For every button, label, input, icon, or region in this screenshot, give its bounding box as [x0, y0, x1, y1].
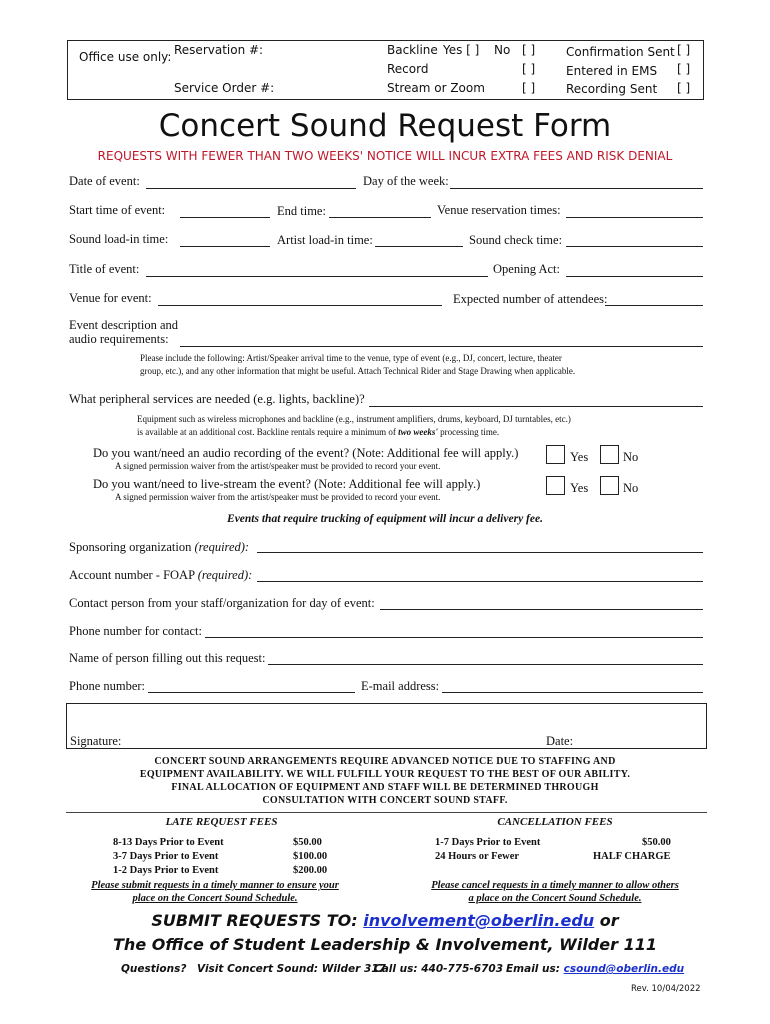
stream-label: Stream or Zoom [387, 81, 485, 95]
recording-sent-box[interactable]: [ ] [677, 81, 691, 95]
signature-date-label: Date: [546, 734, 574, 748]
name-filling-label: Name of person filling out this request: [69, 651, 266, 665]
account-input[interactable] [257, 581, 703, 582]
backline-yes-box[interactable]: Yes [ ] [443, 43, 480, 57]
sound-load-label: Sound load-in time: [69, 232, 169, 246]
sponsor-input[interactable] [257, 552, 703, 553]
signature-box[interactable] [66, 703, 707, 749]
divider [66, 812, 707, 813]
submit-email-link[interactable]: involvement@oberlin.edu [363, 911, 595, 930]
recording-no-label: No [623, 450, 639, 464]
cancel-fee-amount: HALF CHARGE [593, 851, 671, 862]
opening-act-input[interactable] [566, 276, 703, 277]
recording-note: A signed permission waiver from the artist/speaker must be provided to record your event. [115, 461, 441, 471]
email-us-label: Email us: [506, 963, 564, 975]
submit-suffix: or [594, 911, 619, 930]
description-label-2: audio requirements: [69, 332, 169, 346]
page-title: Concert Sound Request Form [158, 108, 612, 144]
submit-line [0, 911, 770, 930]
csound-email-link[interactable]: csound@oberlin.edu [563, 963, 685, 975]
late-note-line: place on the Concert Sound Schedule. [132, 893, 298, 904]
late-fee-label: 1-2 Days Prior to Event [113, 865, 219, 876]
notice-line: CONSULTATION WITH CONCERT SOUND STAFF. [262, 795, 508, 806]
recording-yes-label: Yes [570, 450, 589, 464]
attendees-input[interactable] [605, 305, 703, 306]
backline-label: Backline [387, 43, 438, 57]
phone-contact-input[interactable] [205, 637, 703, 638]
stream-question: Do you want/need to live-stream the event? (Note: Additional fee will apply.) [93, 477, 481, 491]
end-time-input[interactable] [329, 217, 431, 218]
office-use-label: Office use only: [79, 50, 172, 64]
record-label: Record [387, 62, 429, 76]
confirmation-label: Confirmation Sent [566, 45, 675, 59]
signature-label: Signature: [70, 734, 122, 748]
stream-no-label: No [623, 481, 639, 495]
visit-label: Visit Concert Sound: Wilder 317 [197, 963, 386, 975]
start-time-label: Start time of event: [69, 203, 166, 217]
peripheral-note-2: is available at an additional cost. Backline rentals require a minimum of two weeks' processing time. [137, 427, 500, 437]
backline-no-box[interactable]: [ ] [522, 43, 536, 57]
sound-check-label: Sound check time: [469, 233, 563, 247]
late-fee-amount: $200.00 [293, 865, 328, 876]
name-filling-input[interactable] [268, 664, 703, 665]
advance-notice [60, 755, 710, 807]
notice-line: CONCERT SOUND ARRANGEMENTS REQUIRE ADVANCED NOTICE DUE TO STAFFING AND [154, 756, 616, 767]
backline-no-label: No [494, 43, 511, 57]
description-note-1: Please include the following: Artist/Speaker arrival time to the venue, type of event (e.g., DJ, concert, lecture, theater [140, 353, 562, 363]
peripheral-input[interactable] [369, 406, 703, 407]
late-fee-label: 8-13 Days Prior to Event [113, 837, 224, 848]
late-fee-amount: $100.00 [293, 851, 328, 862]
call-label: Call us: 440-775-6703 [374, 963, 503, 975]
peripheral-label: What peripheral services are needed (e.g. lights, backline)? [69, 392, 365, 406]
submit-office: The Office of Student Leadership & Involvement, Wilder 111 [113, 935, 657, 954]
stream-note: A signed permission waiver from the artist/speaker must be provided to record your event. [115, 492, 441, 502]
cancel-fee-label: 24 Hours or Fewer [435, 851, 520, 862]
day-label: Day of the week: [363, 174, 449, 188]
event-title-label: Title of event: [69, 262, 140, 276]
reservation-label: Reservation #: [174, 43, 264, 57]
confirmation-box[interactable]: [ ] [677, 43, 691, 57]
recording-question: Do you want/need an audio recording of the event? (Note: Additional fee will apply.) [93, 446, 519, 460]
artist-load-label: Artist load-in time: [277, 233, 373, 247]
email-label: E-mail address: [361, 679, 440, 693]
venue-input[interactable] [158, 305, 442, 306]
venue-res-label: Venue reservation times: [437, 203, 561, 217]
account-label: Account number - FOAP (required): [69, 568, 253, 582]
late-fee-label: 3-7 Days Prior to Event [113, 851, 219, 862]
entered-box[interactable]: [ ] [677, 62, 691, 76]
recording-yes-checkbox[interactable] [546, 445, 565, 464]
late-fees-note [70, 879, 360, 905]
sponsor-label: Sponsoring organization (required): [69, 540, 250, 554]
venue-label: Venue for event: [69, 291, 152, 305]
date-input[interactable] [146, 188, 356, 189]
cancel-fee-label: 1-7 Days Prior to Event [435, 837, 541, 848]
trucking-notice: Events that require trucking of equipment will incur a delivery fee. [227, 513, 543, 525]
opening-act-label: Opening Act: [493, 262, 561, 276]
stream-no-checkbox[interactable] [600, 476, 619, 495]
late-note-line: Please submit requests in a timely manner to ensure your [91, 880, 339, 891]
attendees-label: Expected number of attendees: [453, 292, 608, 306]
service-order-label: Service Order #: [174, 81, 275, 95]
cancel-fees-heading: CANCELLATION FEES [497, 816, 613, 828]
contact-label: Contact person from your staff/organization for day of event: [69, 596, 375, 610]
date-label: Date of event: [69, 174, 140, 188]
cancel-fees-note [410, 879, 700, 905]
cancel-fee-amount: $50.00 [642, 837, 671, 848]
sound-load-input[interactable] [180, 246, 270, 247]
stream-yes-label: Yes [570, 481, 589, 495]
artist-load-input[interactable] [375, 246, 463, 247]
questions-label: Questions? [121, 963, 187, 975]
start-time-input[interactable] [180, 217, 270, 218]
phone-label: Phone number: [69, 679, 146, 693]
cancel-note-line: Please cancel requests in a timely manner to allow others [431, 880, 679, 891]
notice-line: EQUIPMENT AVAILABILITY. WE WILL FULFILL YOUR REQUEST TO THE BEST OF OUR ABILITY. [139, 769, 631, 780]
email-us [506, 963, 684, 975]
end-time-label: End time: [277, 204, 326, 218]
stream-yes-checkbox[interactable] [546, 476, 565, 495]
record-box[interactable]: [ ] [522, 62, 536, 76]
description-note-2: group, etc.), and any other information that might be useful. Attach Technical Rider and Stage Drawing when applicable. [140, 366, 576, 376]
recording-sent-label: Recording Sent [566, 82, 658, 96]
event-title-input[interactable] [146, 276, 488, 277]
day-input[interactable] [450, 188, 703, 189]
warning-banner: REQUESTS WITH FEWER THAN TWO WEEKS' NOTICE WILL INCUR EXTRA FEES AND RISK DENIAL [97, 149, 673, 163]
late-fee-amount: $50.00 [293, 837, 322, 848]
stream-box[interactable]: [ ] [522, 81, 536, 95]
submit-prefix: SUBMIT REQUESTS TO: [151, 911, 364, 930]
sound-check-input[interactable] [566, 246, 703, 247]
description-label-1: Event description and [69, 318, 178, 332]
description-input[interactable] [180, 346, 703, 347]
cancel-note-line: a place on the Concert Sound Schedule. [468, 893, 642, 904]
revision-label: Rev. 10/04/2022 [631, 984, 701, 994]
phone-contact-label: Phone number for contact: [69, 624, 202, 638]
venue-res-input[interactable] [566, 217, 703, 218]
email-input[interactable] [442, 692, 703, 693]
recording-no-checkbox[interactable] [600, 445, 619, 464]
entered-label: Entered in EMS [566, 64, 658, 78]
notice-line: FINAL ALLOCATION OF EQUIPMENT AND STAFF WILL BE DETERMINED THROUGH [171, 782, 599, 793]
contact-input[interactable] [380, 609, 703, 610]
phone-input[interactable] [148, 692, 355, 693]
late-fees-heading: LATE REQUEST FEES [165, 816, 278, 828]
peripheral-note-1: Equipment such as wireless microphones and backline (e.g., instrument amplifiers, drums, keyboard, DJ turntables, etc.) [137, 414, 571, 424]
